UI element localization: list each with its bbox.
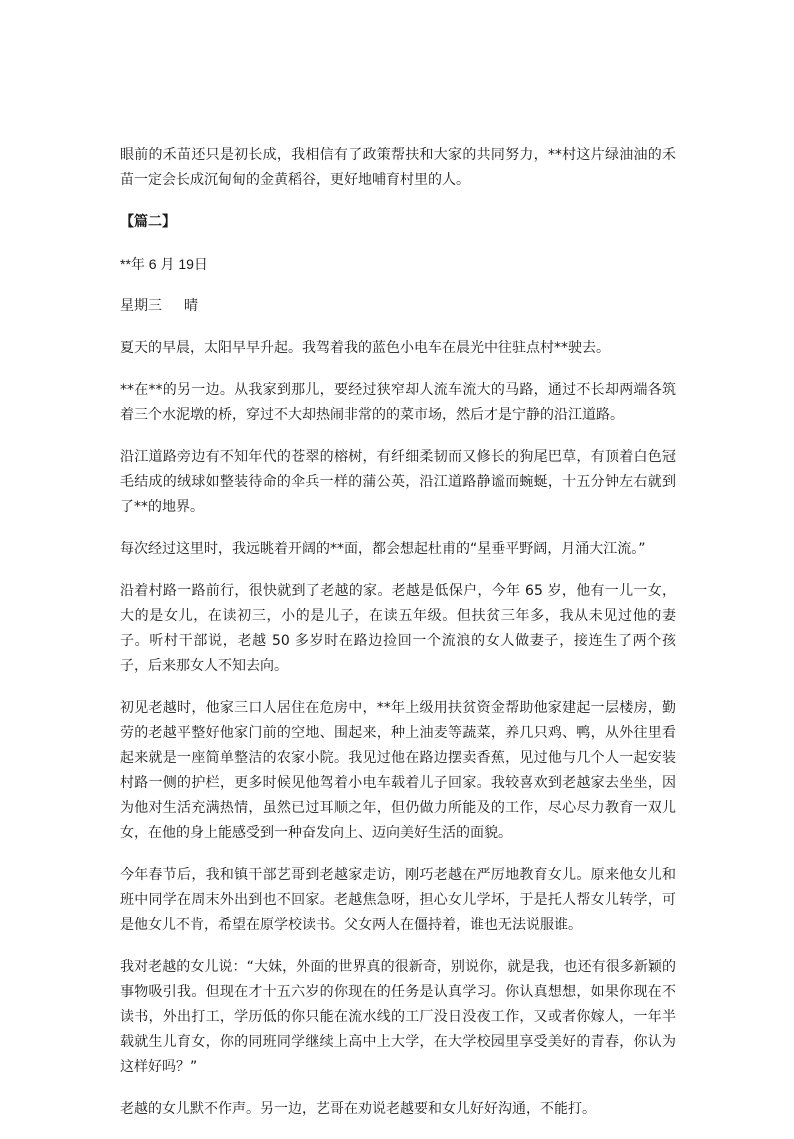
diary-date: **年 6 月 19日 (120, 256, 208, 272)
weather: 晴 (184, 298, 198, 314)
body-paragraph: **在**的另一边。从我家到那儿，要经过狭窄却人流车流大的马路，通过不长却两端各筑着三个水泥墩的桥，穿过不大却热闹非常的的菜市场，然后才是宁静的沿江道路。 (120, 382, 676, 423)
body-paragraph: 每次经过这里时，我远眺着开阔的**面，都会想起杜甫的“星垂平野阔，月涌大江流。” (120, 541, 646, 557)
weekday: 星期三 (120, 298, 162, 314)
body-paragraph: 初见老越时，他家三口人居住在危房中，**年上级用扶贫资金帮助他家建起一层楼房，勤劳的老越平整好他家门前的空地、围起来，种上油麦等蔬菜，养几只鸡、鸭，从外往里看起来就是一座简单整洁的农家小院。我见过他在路边摆卖香蕉，见过他与几个人一起安装村路一侧的护栏，更多时候见他驾着小电车载着儿子回家。我较喜欢到老越家去坐坐，因为他对生活充满热情，虽然已过耳顺之年，但仍做力所能及的工作，尽心尽力教育一双儿女，在他的身上能感受到一种奋发向上、迈向美好生活的面貌。 (120, 700, 676, 841)
body-paragraph: 老越的女儿默不作声。另一边，艺哥在劝说老越要和女儿好好沟通，不能打。 (120, 1101, 596, 1117)
weekday-weather-line (120, 294, 676, 319)
body-paragraph: 沿江道路旁边有不知年代的苍翠的榕树，有纤细柔韧而又修长的狗尾巴草，有顶着白色冠毛结成的绒球如整装待命的伞兵一样的蒲公英，沿江道路静谧而蜿蜒，十五分钟左右就到了**的地界。 (120, 449, 676, 515)
intro-paragraph: 眼前的禾苗还只是初长成，我相信有了政策帮扶和大家的共同努力，**村这片绿油油的禾苗一定会长成沉甸甸的金黄稻谷，更好地哺育村里的人。 (120, 147, 676, 188)
document-page (120, 143, 676, 1139)
body-paragraph: 沿着村路一路前行，很快就到了老越的家。老越是低保户，今年 65 岁，他有一儿一女，大的是女儿，在读初三，小的是儿子，在读五年级。但扶贫三年多，我从未见过他的妻子。听村干部说，老越 50 多岁时在路边捡回一个流浪的女人做妻子，接连生了两个孩子，后来那女人不知去向。 (120, 583, 676, 674)
body-paragraph: 我对老越的女儿说：“大妹，外面的世界真的很新奇，别说你，就是我，也还有很多新颖的事物吸引我。但现在才十五六岁的你现在的任务是认真学习。你认真想想，如果你现在不读书，外出打工，学历低的你只能在流水线的工厂没日没夜工作，又或者你嫁人，一年半载就生儿育女，你的同班同学继续上高中上大学，在大学校园里享受美好的青春，你认为这样好吗？” (120, 959, 676, 1075)
body-paragraph: 今年春节后，我和镇干部艺哥到老越家走访，刚巧老越在严厉地教育女儿。原来他女儿和班中同学在周末外出到也不回家。老越焦急呀，担心女儿学坏，于是托人帮女儿转学，可是他女儿不肯，希望在原学校读书。父女两人在僵持着，谁也无法说服谁。 (120, 867, 676, 933)
body-paragraph: 夏天的早晨，太阳早早升起。我驾着我的蓝色小电车在晨光中往驻点村**驶去。 (120, 340, 610, 356)
section-title: 【篇二】 (120, 214, 176, 230)
